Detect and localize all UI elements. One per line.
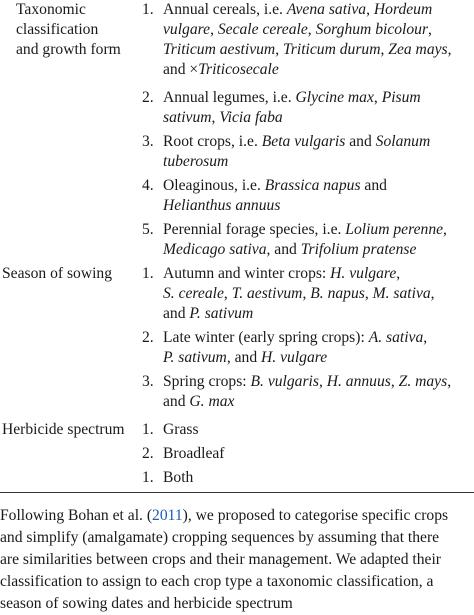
species-name: vulgare (163, 21, 211, 38)
species-name: S. cereale (163, 285, 224, 302)
text-run: Autumn and winter crops: (163, 265, 331, 282)
species-name: H. vulgare (330, 265, 397, 282)
species-name: Avena sativa (286, 1, 367, 18)
row-label-line: Season of sowing (2, 265, 113, 282)
list-text (163, 0, 474, 80)
text-run: , (430, 285, 435, 302)
list-number: 1. (142, 469, 154, 486)
body-paragraph (0, 505, 474, 615)
text-run: and (163, 305, 190, 322)
paragraph-line (0, 505, 474, 527)
species-name: Lolium perenne (345, 221, 444, 238)
list-number: 4. (142, 177, 154, 194)
list-number: 5. (142, 221, 154, 238)
species-name: sativum (163, 109, 212, 126)
text-run: , (423, 329, 428, 346)
row-label-taxonomic (2, 0, 142, 60)
text-run: Oleaginous, i.e. (163, 177, 265, 194)
list-text (163, 328, 474, 368)
paragraph-line: and simplify (amalgamate) cropping sequences by assuming that there (0, 529, 440, 546)
species-name: Vicia faba (219, 109, 283, 126)
species-name: Beta vulgaris (261, 133, 346, 150)
text-run: , (307, 21, 316, 38)
text-run: , (364, 285, 373, 302)
species-name: Pisum (381, 89, 421, 106)
text-run: , and (266, 241, 301, 258)
species-name: H. vulgare (261, 349, 328, 366)
species-name: Triticum aestivum (163, 41, 276, 58)
species-name: B. napus (310, 285, 365, 302)
list-text (163, 88, 474, 128)
paragraph-line: classification to assign to each crop type a taxonomic classification, a (0, 573, 434, 590)
text-run: and × (163, 61, 199, 78)
text-run: , (447, 373, 452, 390)
species-name: Triticosecale (198, 61, 279, 78)
list-number: 1. (142, 1, 154, 18)
row-label-season (2, 264, 142, 284)
row-label-line: and growth form (16, 41, 121, 58)
text-run: , (396, 265, 401, 282)
species-name: tuberosum (163, 153, 229, 170)
list-number: 2. (142, 329, 154, 346)
list-text (163, 264, 474, 324)
text-run: , (447, 41, 452, 58)
text-run: , (275, 41, 283, 58)
species-name: Sorghum bicolour (315, 21, 429, 38)
species-name: M. sativa (372, 285, 431, 302)
text-run: ), we proposed to categorise specific crops (182, 507, 449, 524)
row-label-line: Taxonomic (16, 1, 86, 18)
species-name: H. annuus (326, 373, 391, 390)
text-run: Following Bohan et al. ( (0, 507, 153, 524)
text-run: , (380, 41, 389, 58)
species-name: P. sativum (189, 305, 254, 322)
species-name: Z. mays (398, 373, 448, 390)
list-text (163, 372, 474, 412)
text-run: and (360, 177, 387, 194)
citation-link[interactable]: 2011 (152, 507, 183, 524)
list-text: Grass (163, 421, 199, 438)
species-name: Brassica napus (264, 177, 361, 194)
text-run: , (373, 89, 382, 106)
text-run: , (390, 373, 399, 390)
species-name: Trifolium pratense (300, 241, 417, 258)
text-run: and (163, 393, 190, 410)
list-number: 3. (142, 133, 154, 150)
text-run: Spring crops: (163, 373, 251, 390)
text-run: , (366, 1, 374, 18)
text-run: , (302, 285, 311, 302)
species-name: Hordeum (373, 1, 433, 18)
list-text: Broadleaf (163, 445, 225, 462)
text-run: , and (226, 349, 262, 366)
species-name: Solanum (375, 133, 431, 150)
list-number: 2. (142, 89, 154, 106)
text-run: Annual legumes, i.e. (163, 89, 296, 106)
species-name: Medicago sativa (163, 241, 267, 258)
species-name: Glycine max (295, 89, 374, 106)
species-name: Helianthus annuus (163, 197, 281, 214)
species-name: P. sativum (163, 349, 227, 366)
row-label-line: Herbicide spectrum (2, 421, 125, 438)
species-name: A. sativa (368, 329, 424, 346)
species-name: G. max (189, 393, 235, 410)
list-text (163, 132, 474, 172)
row-label-line: classification (16, 21, 99, 38)
species-name: Secale cereale (217, 21, 308, 38)
text-run: Late winter (early spring crops): (163, 329, 369, 346)
list-text: Both (163, 469, 194, 486)
text-run: Annual cereals, i.e. (163, 1, 287, 18)
species-name: Triticum durum (282, 41, 381, 58)
paragraph-line: are similarities between crops and their management. We adapted their (0, 551, 441, 568)
text-run: , (211, 109, 220, 126)
text-run: , (210, 21, 218, 38)
species-name: B. vulgaris (250, 373, 319, 390)
list-number: 2. (142, 445, 154, 462)
species-name: Zea mays (388, 41, 448, 58)
list-number: 1. (142, 265, 154, 282)
text-run: and (345, 133, 376, 150)
list-number: 3. (142, 373, 154, 390)
text-run: , (443, 221, 447, 238)
species-name: T. aestivum (231, 285, 303, 302)
list-text (163, 176, 474, 216)
text-run: Perennial forage species, i.e. (163, 221, 346, 238)
table-bottom-rule (0, 492, 474, 493)
text-run: , (428, 21, 432, 38)
text-run: , (223, 285, 232, 302)
text-run: , (318, 373, 327, 390)
text-run: Root crops, i.e. (163, 133, 262, 150)
list-number: 1. (142, 421, 154, 438)
list-text (163, 220, 474, 260)
paragraph-line: season of sowing dates and herbicide spectrum (0, 595, 293, 612)
row-label-herbicide (2, 420, 142, 440)
